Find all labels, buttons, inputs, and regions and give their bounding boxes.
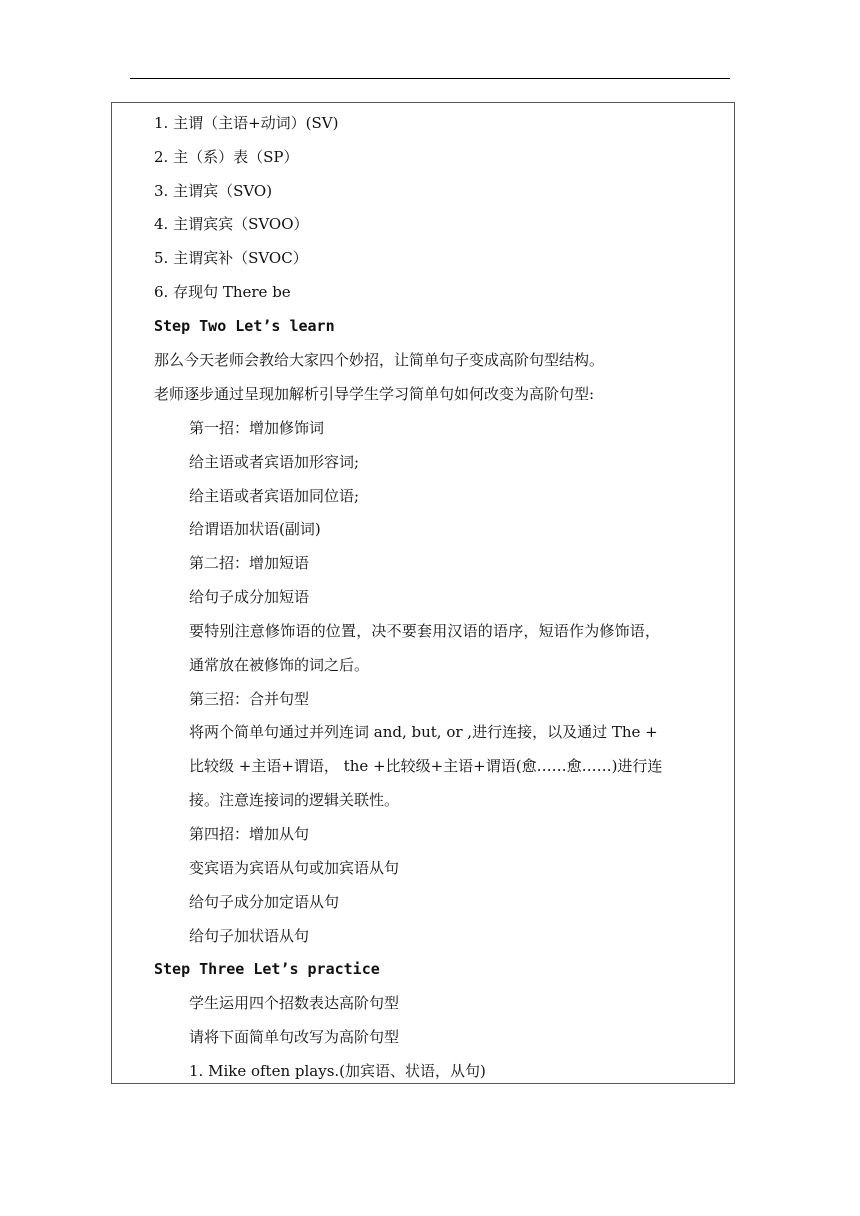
trick-2-note-line-2: 通常放在被修饰的词之后。 — [189, 656, 370, 674]
trick-4-point-2: 给句子成分加定语从句 — [189, 893, 340, 911]
structure-item-2: 2. 主（系）表（SP） — [154, 148, 299, 166]
structure-item-4: 4. 主谓宾宾（SVOO） — [154, 215, 309, 233]
structure-item-5: 5. 主谓宾补（SVOC） — [154, 249, 308, 267]
practice-intro: 学生运用四个招数表达高阶句型 — [189, 994, 400, 1012]
practice-instruction: 请将下面简单句改写为高阶句型 — [189, 1028, 400, 1046]
trick-2-title: 第二招：增加短语 — [189, 554, 310, 572]
trick-1-point-2: 给主语或者宾语加同位语; — [189, 487, 360, 505]
step-two-heading: Step Two Let’s learn — [154, 317, 335, 335]
header-rule — [130, 78, 730, 79]
trick-2-point-1: 给句子成分加短语 — [189, 588, 310, 606]
trick-3-line-3: 接。注意连接词的逻辑关联性。 — [189, 791, 400, 809]
structure-item-6: 6. 存现句 There be — [154, 283, 291, 301]
trick-2-note-line-1: 要特别注意修饰语的位置，决不要套用汉语的语序，短语作为修饰语， — [189, 622, 661, 640]
paragraph-method: 老师逐步通过呈现加解析引导学生学习简单句如何改变为高阶句型: — [154, 385, 595, 403]
structure-item-3: 3. 主谓宾（SVO) — [154, 182, 273, 200]
trick-3-line-2: 比较级 +主语+谓语， the +比较级+主语+谓语(愈……愈……)进行连 — [189, 757, 663, 775]
trick-1-point-3: 给谓语加状语(副词) — [189, 520, 321, 538]
practice-item-1: 1. Mike often plays.(加宾语、状语，从句) — [189, 1062, 486, 1080]
trick-3-line-1: 将两个简单句通过并列连词 and, but, or ,进行连接，以及通过 The + — [189, 723, 658, 741]
step-three-heading: Step Three Let’s practice — [154, 960, 380, 978]
trick-4-point-1: 变宾语为宾语从句或加宾语从句 — [189, 859, 400, 877]
paragraph-intro: 那么今天老师会教给大家四个妙招，让简单句子变成高阶句型结构。 — [154, 351, 605, 369]
trick-4-title: 第四招：增加从句 — [189, 825, 310, 843]
trick-1-title: 第一招：增加修饰词 — [189, 419, 325, 437]
structure-item-1: 1. 主谓（主语+动词）(SV) — [154, 114, 339, 132]
trick-1-point-1: 给主语或者宾语加形容词; — [189, 453, 360, 471]
trick-4-point-3: 给句子加状语从句 — [189, 927, 310, 945]
trick-3-title: 第三招：合并句型 — [189, 690, 310, 708]
